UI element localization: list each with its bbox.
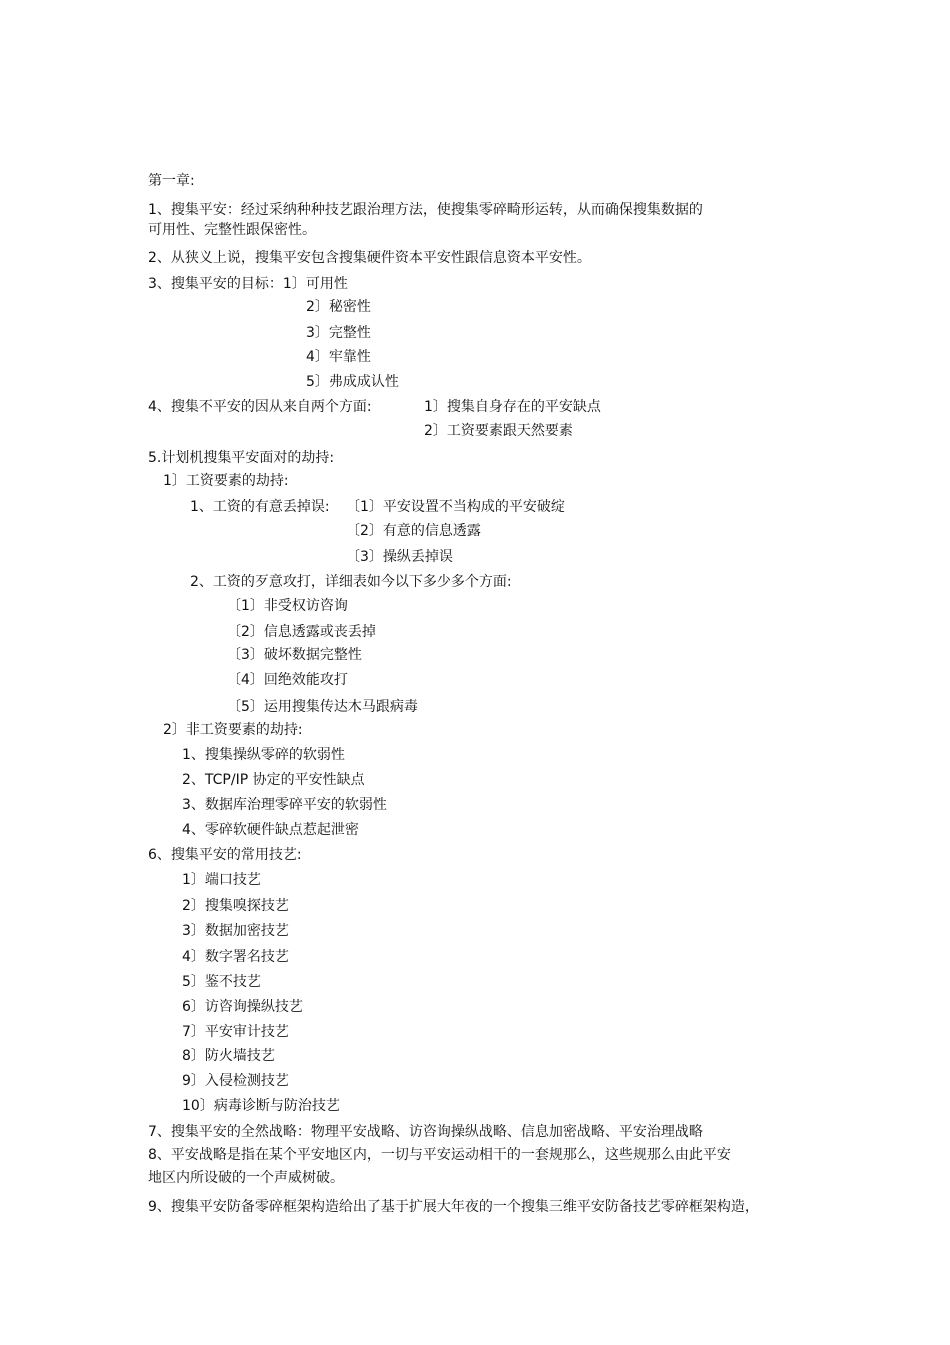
list-item: 2〕秘密性 bbox=[306, 299, 371, 315]
paragraph-4-heading: 4、搜集不平安的因从来自两个方面: bbox=[148, 399, 372, 415]
chapter-heading: 第一章: bbox=[148, 173, 195, 189]
list-item: 4、零碎软硬件缺点惹起泄密 bbox=[182, 822, 359, 838]
paragraph-1-line-1: 1、搜集平安：经过采纳种种技艺跟治理方法，使搜集零碎畸形运转，从而确保搜集数据的 bbox=[148, 202, 703, 218]
paragraph-9: 9、搜集平安防备零碎框架构造给出了基于扩展大年夜的一个搜集三维平安防备技艺零碎框架构造， bbox=[148, 1199, 759, 1215]
list-item: 2〕工资要素跟天然要素 bbox=[424, 423, 573, 439]
list-item: 8〕防火墙技艺 bbox=[182, 1048, 275, 1064]
list-item: 〔1〕非受权访咨询 bbox=[227, 598, 348, 614]
list-item: 3〕完整性 bbox=[306, 325, 371, 341]
list-item: 10〕病毒诊断与防治技艺 bbox=[182, 1098, 340, 1114]
list-item: 3、数据库治理零碎平安的软弱性 bbox=[182, 797, 387, 813]
paragraph-8-line-1: 8、平安战略是指在某个平安地区内，一切与平安运动相干的一套规那么，这些规那么由此平安 bbox=[148, 1147, 731, 1163]
subsection-heading: 1、工资的有意丢掉误: bbox=[190, 499, 330, 515]
list-item: 〔2〕有意的信息透露 bbox=[346, 523, 481, 539]
paragraph-3-heading: 3、搜集平安的目标：1〕可用性 bbox=[148, 276, 348, 292]
list-item: 5〕鉴不技艺 bbox=[182, 974, 261, 990]
list-item: 9〕入侵检测技艺 bbox=[182, 1073, 289, 1089]
list-item: 6〕访咨询操纵技艺 bbox=[182, 999, 303, 1015]
paragraph-5-heading: 5.计划机搜集平安面对的劫持: bbox=[148, 450, 335, 466]
list-item: 1〕端口技艺 bbox=[182, 872, 261, 888]
list-item: 5〕弗成成认性 bbox=[306, 374, 399, 390]
list-item: 2〕搜集嗅探技艺 bbox=[182, 898, 289, 914]
subsection-heading: 2、工资的歹意攻打，详细表如今以下多少多个方面: bbox=[190, 574, 512, 590]
list-item: 1、搜集操纵零碎的软弱性 bbox=[182, 747, 345, 763]
paragraph-2: 2、从狭义上说，搜集平安包含搜集硬件资本平安性跟信息资本平安性。 bbox=[148, 250, 591, 266]
list-item: 4〕牢靠性 bbox=[306, 349, 371, 365]
list-item: 〔3〕破坏数据完整性 bbox=[227, 647, 362, 663]
paragraph-1-line-2: 可用性、完整性跟保密性。 bbox=[148, 222, 316, 238]
list-item: 〔2〕信息透露或丧丢掉 bbox=[227, 624, 376, 640]
list-item: 2、TCP/IP 协定的平安性缺点 bbox=[182, 772, 365, 788]
paragraph-7: 7、搜集平安的全然战略：物理平安战略、访咨询操纵战略、信息加密战略、平安治理战略 bbox=[148, 1124, 703, 1140]
list-item: 〔3〕操纵丢掉误 bbox=[346, 549, 453, 565]
paragraph-6-heading: 6、搜集平安的常用技艺: bbox=[148, 847, 302, 863]
list-item: 4〕数字署名技艺 bbox=[182, 949, 289, 965]
list-item: 〔5〕运用搜集传达木马跟病毒 bbox=[227, 699, 418, 715]
list-item: 1〕搜集自身存在的平安缺点 bbox=[424, 399, 601, 415]
section-heading: 1〕工资要素的劫持: bbox=[163, 473, 289, 489]
list-item: 〔1〕平安设置不当构成的平安破绽 bbox=[346, 499, 565, 515]
list-item: 〔4〕回绝效能攻打 bbox=[227, 672, 348, 688]
list-item: 7〕平安审计技艺 bbox=[182, 1024, 289, 1040]
list-item: 3〕数据加密技艺 bbox=[182, 923, 289, 939]
paragraph-8-line-2: 地区内所设破的一个声威树破。 bbox=[148, 1170, 344, 1186]
section-heading: 2〕非工资要素的劫持: bbox=[163, 722, 303, 738]
